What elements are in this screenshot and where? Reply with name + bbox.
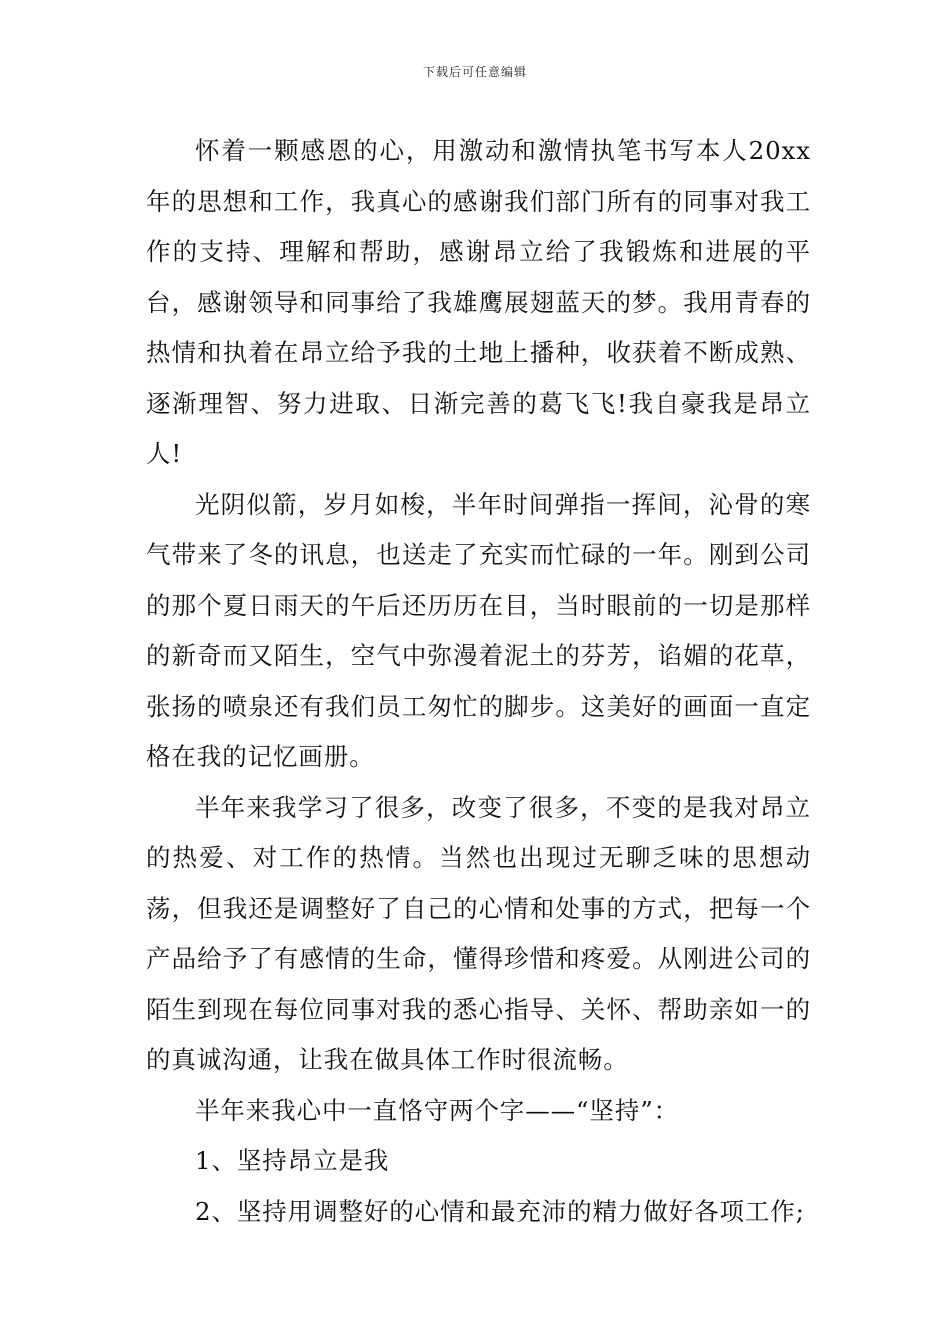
paragraph-gratitude: 怀着一颗感恩的心，用激动和激情执笔书写本人20xx年的思想和工作，我真心的感谢我们部门所有的同事对我工作的支持、理解和帮助，感谢昂立给了我锻炼和进展的平台，感谢领导和同事给了我雄鹰展翅蓝天的梦。我用青春的热情和执着在昂立给予我的土地上播种，收获着不断成熟、逐渐理智、努力进取、日渐完善的葛飞飞!我自豪我是昂立人! (146, 136, 811, 468)
list-item-1: 1、坚持昂立是我 (195, 1146, 390, 1175)
page-header: 下载后可任意编辑 (422, 65, 527, 79)
paragraph-persistence-intro: 半年来我心中一直恪守两个字——“坚持”： (195, 1095, 680, 1125)
document-body (146, 126, 811, 1237)
paragraph-half-year-learning: 半年来我学习了很多，改变了很多，不变的是我对昂立的热爱、对工作的热情。当然也出现过无聊乏味的思想动荡，但我还是调整好了自己的心情和处事的方式，把每一个产品给予了有感情的生命，懂得珍惜和疼爱。从刚进公司的陌生到现在每位同事对我的悉心指导、关怀、帮助亲如一的的真诚沟通，让我在做具体工作时很流畅。 (146, 792, 811, 1074)
paragraph-time-passing: 光阴似箭，岁月如梭，半年时间弹指一挥间，沁骨的寒气带来了冬的讯息，也送走了充实而忙碌的一年。刚到公司的那个夏日雨天的午后还历历在目，当时眼前的一切是那样的新奇而又陌生，空气中弥漫着泥土的芬芳，谄媚的花草，张扬的喷泉还有我们员工匆忙的脚步。这美好的画面一直定格在我的记忆画册。 (146, 489, 811, 771)
list-item-2: 2、坚持用调整好的心情和最充沛的精力做好各项工作; (195, 1196, 805, 1226)
